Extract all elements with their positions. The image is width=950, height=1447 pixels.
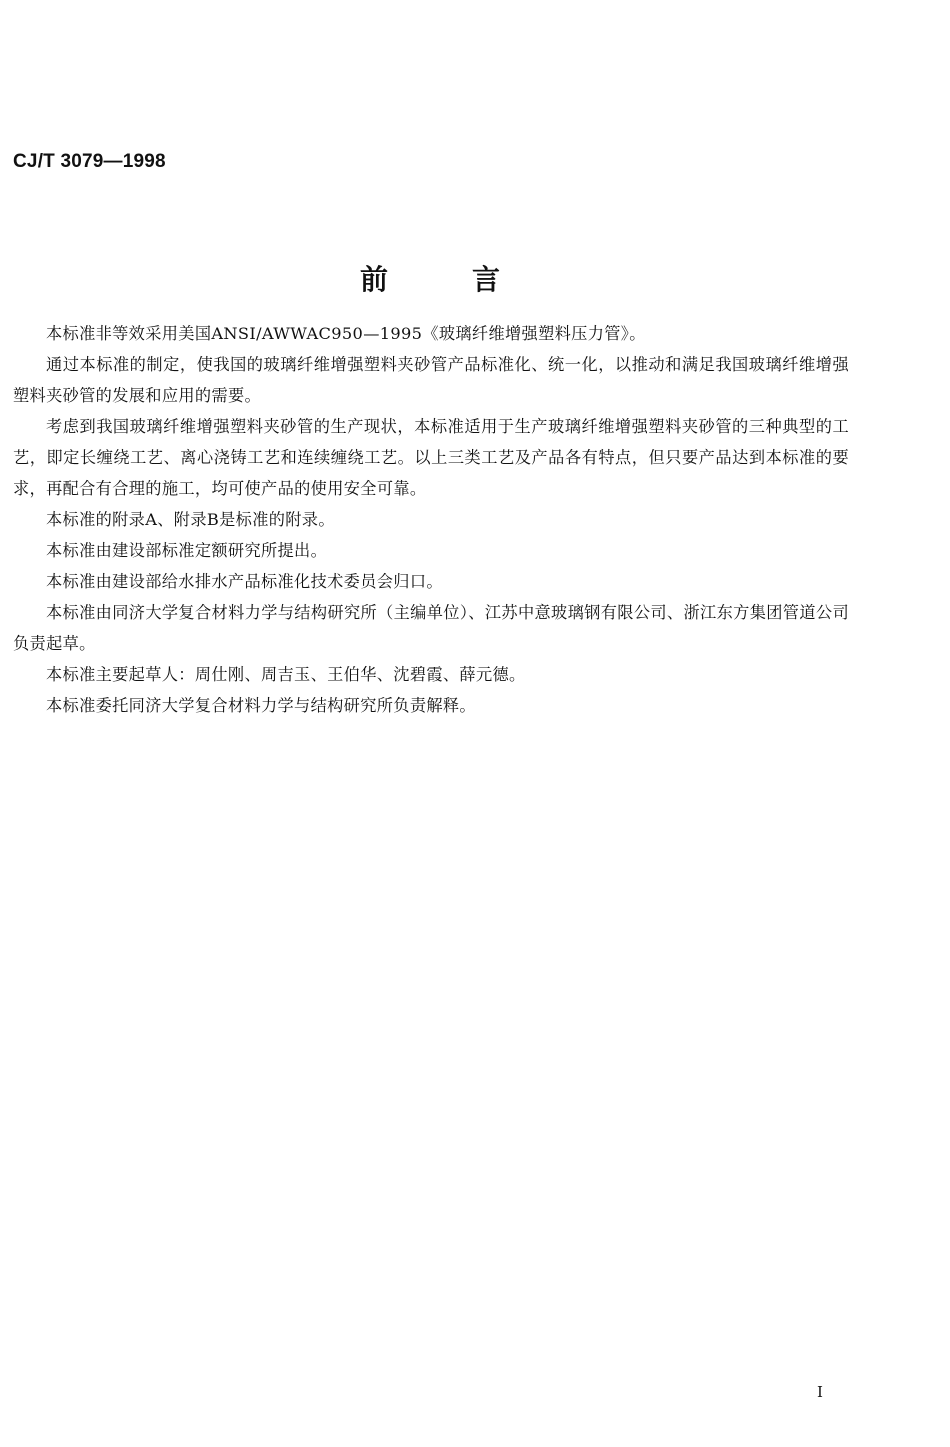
paragraph-drafters: 本标准主要起草人：周仕刚、周吉玉、王伯华、沈碧霞、薛元德。	[46, 665, 526, 684]
page-title-char-1: 前	[359, 263, 388, 296]
paragraph-drafting-units: 本标准由同济大学复合材料力学与结构研究所（主编单位）、江苏中意玻璃钢有限公司、浙江东方集团管道公司负责起草。	[13, 603, 849, 653]
paragraph-purpose: 通过本标准的制定，使我国的玻璃纤维增强塑料夹砂管产品标准化、统一化，以推动和满足我国玻璃纤维增强塑料夹砂管的发展和应用的需要。	[13, 355, 849, 405]
paragraph-appendices: 本标准的附录A、附录B是标准的附录。	[46, 510, 335, 529]
page-title	[0, 258, 860, 298]
page-number: I	[817, 1383, 823, 1401]
paragraph-proposer: 本标准由建设部标准定额研究所提出。	[46, 541, 328, 560]
paragraph-adoption: 本标准非等效采用美国ANSI/AWWAC950—1995《玻璃纤维增强塑料压力管》。	[46, 324, 646, 343]
paragraph-scope: 考虑到我国玻璃纤维增强塑料夹砂管的生产现状，本标准适用于生产玻璃纤维增强塑料夹砂管的三种典型的工艺，即定长缠绕工艺、离心浇铸工艺和连续缠绕工艺。以上三类工艺及产品各有特点，但只要产品达到本标准的要求，再配合有合理的施工，均可使产品的使用安全可靠。	[13, 417, 849, 498]
paragraph-centralized-by: 本标准由建设部给水排水产品标准化技术委员会归口。	[46, 572, 443, 591]
standard-code: CJ/T 3079—1998	[13, 151, 166, 172]
title-spacer	[388, 258, 472, 298]
page-title-char-2: 言	[472, 263, 501, 296]
paragraph-interpretation: 本标准委托同济大学复合材料力学与结构研究所负责解释。	[46, 696, 476, 715]
foreword-body	[13, 318, 849, 721]
